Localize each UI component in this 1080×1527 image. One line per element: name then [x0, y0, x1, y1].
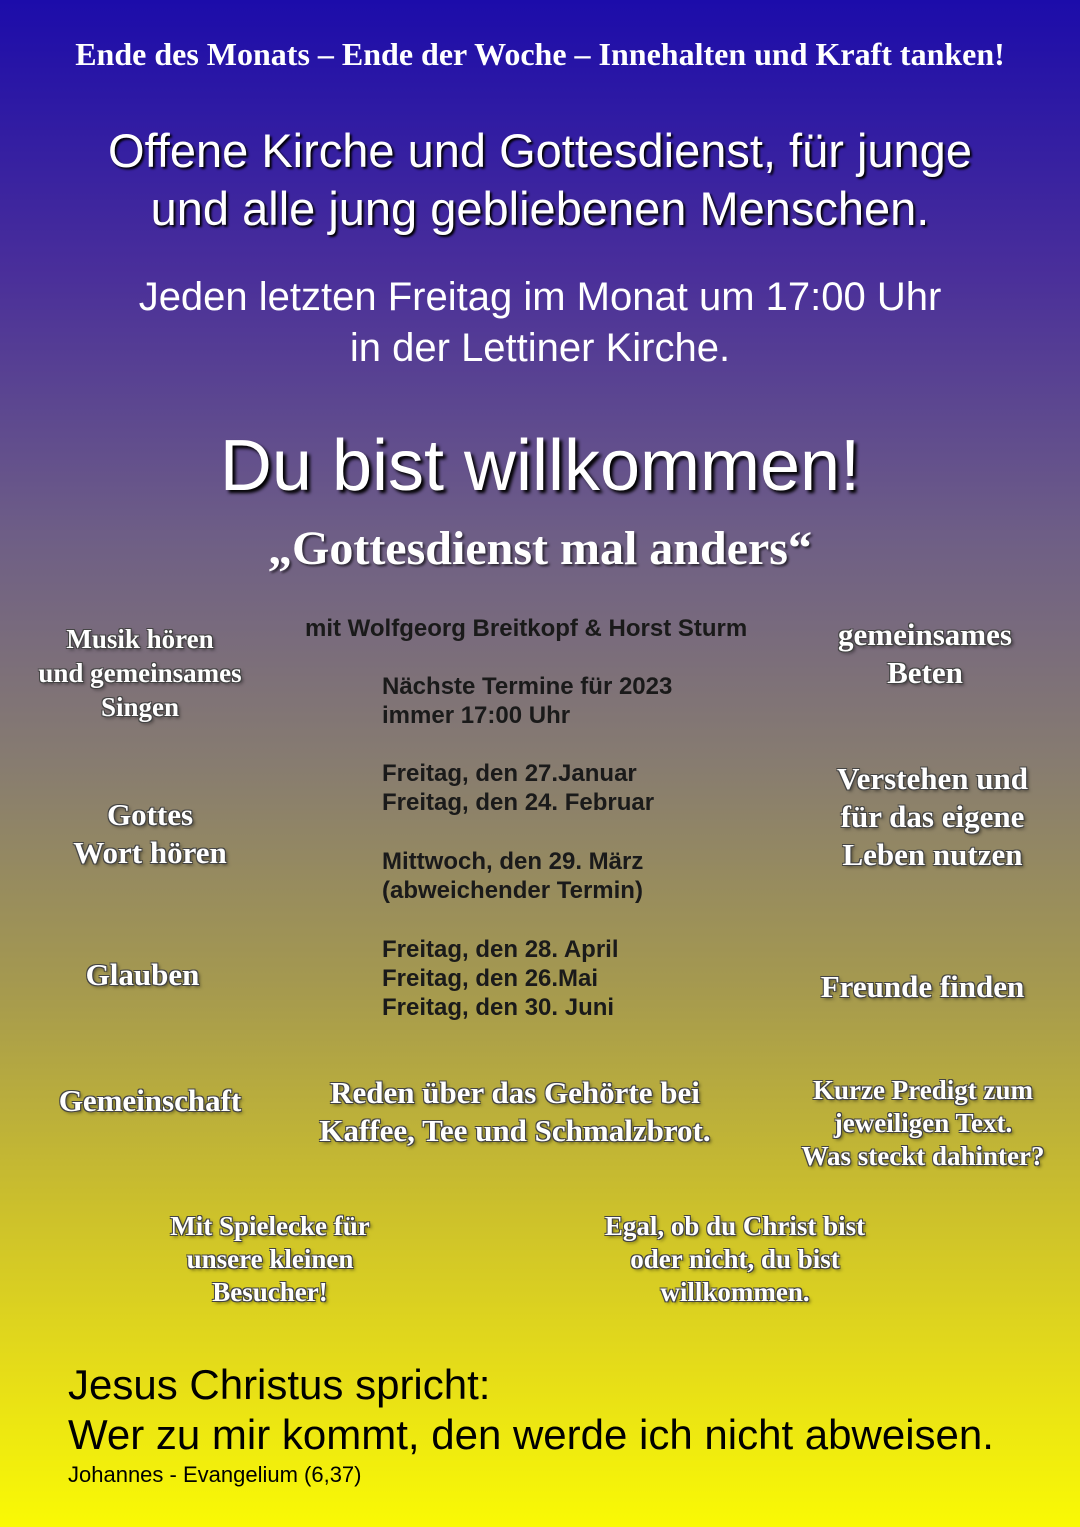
date-item: Freitag, den 24. Februar: [382, 789, 655, 816]
date-item: Freitag, den 30. Juni: [382, 994, 615, 1021]
welcome-heading: Du bist willkommen!: [219, 426, 861, 506]
date-item: Mittwoch, den 29. März: [382, 848, 644, 875]
quote-line-1: Jesus Christus spricht:: [68, 1361, 491, 1408]
headline: [40, 122, 1040, 238]
friends-item: Freunde finden: [820, 969, 1025, 1004]
bible-quote: [68, 1360, 1068, 1490]
quote-source: Johannes - Evangelium (6,37): [68, 1462, 362, 1487]
motto: „Gottesdienst mal anders“: [268, 522, 812, 575]
dates-heading-line-1: Nächste Termine für 2023: [382, 673, 673, 700]
music-item: Musik hören und gemeinsames Singen: [38, 624, 242, 722]
date-item: Freitag, den 28. April: [382, 936, 619, 963]
headline-line-1: Offene Kirche und Gottesdienst, für junge: [108, 124, 972, 177]
community-item: Gemeinschaft: [58, 1083, 242, 1118]
date-note: (abweichender Termin): [382, 877, 643, 904]
schedule-intro-line-2: in der Lettiner Kirche.: [349, 326, 731, 370]
date-group-1: [382, 759, 802, 817]
talk-item: Reden über das Gehörte bei Kaffee, Tee und Schmalzbrot.: [319, 1075, 711, 1148]
everyone-item: Egal, ob du Christ bist oder nicht, du bist willkommen.: [604, 1211, 866, 1307]
dates-heading-line-2: immer 17:00 Uhr: [382, 702, 571, 729]
sermon-item: Kurze Predigt zum jeweiligen Text. Was steckt dahinter?: [801, 1075, 1045, 1171]
hosts: mit Wolfgeorg Breitkopf & Horst Sturm: [305, 615, 748, 642]
kids-item: Mit Spielecke für unsere kleinen Besucher!: [170, 1211, 370, 1307]
top-banner: Ende des Monats – Ende der Woche – Innehalten und Kraft tanken!: [75, 36, 1005, 72]
understand-item: Verstehen und für das eigene Leben nutzen: [837, 761, 1028, 872]
date-group-3: [382, 935, 802, 1022]
prayer-item: gemeinsames Beten: [838, 617, 1012, 690]
quote-line-2: Wer zu mir kommt, den werde ich nicht abweisen.: [68, 1411, 994, 1458]
word-item: Gottes Wort hören: [73, 797, 227, 870]
date-item: Freitag, den 26.Mai: [382, 965, 599, 992]
schedule-intro-line-1: Jeden letzten Freitag im Monat um 17:00 Uhr: [138, 275, 942, 319]
schedule-intro: [40, 272, 1040, 374]
faith-item: Glauben: [85, 957, 200, 992]
date-group-2: [382, 847, 802, 905]
dates-heading: [382, 672, 802, 730]
date-item: Freitag, den 27.Januar: [382, 760, 637, 787]
headline-line-2: und alle jung gebliebenen Menschen.: [150, 182, 930, 235]
